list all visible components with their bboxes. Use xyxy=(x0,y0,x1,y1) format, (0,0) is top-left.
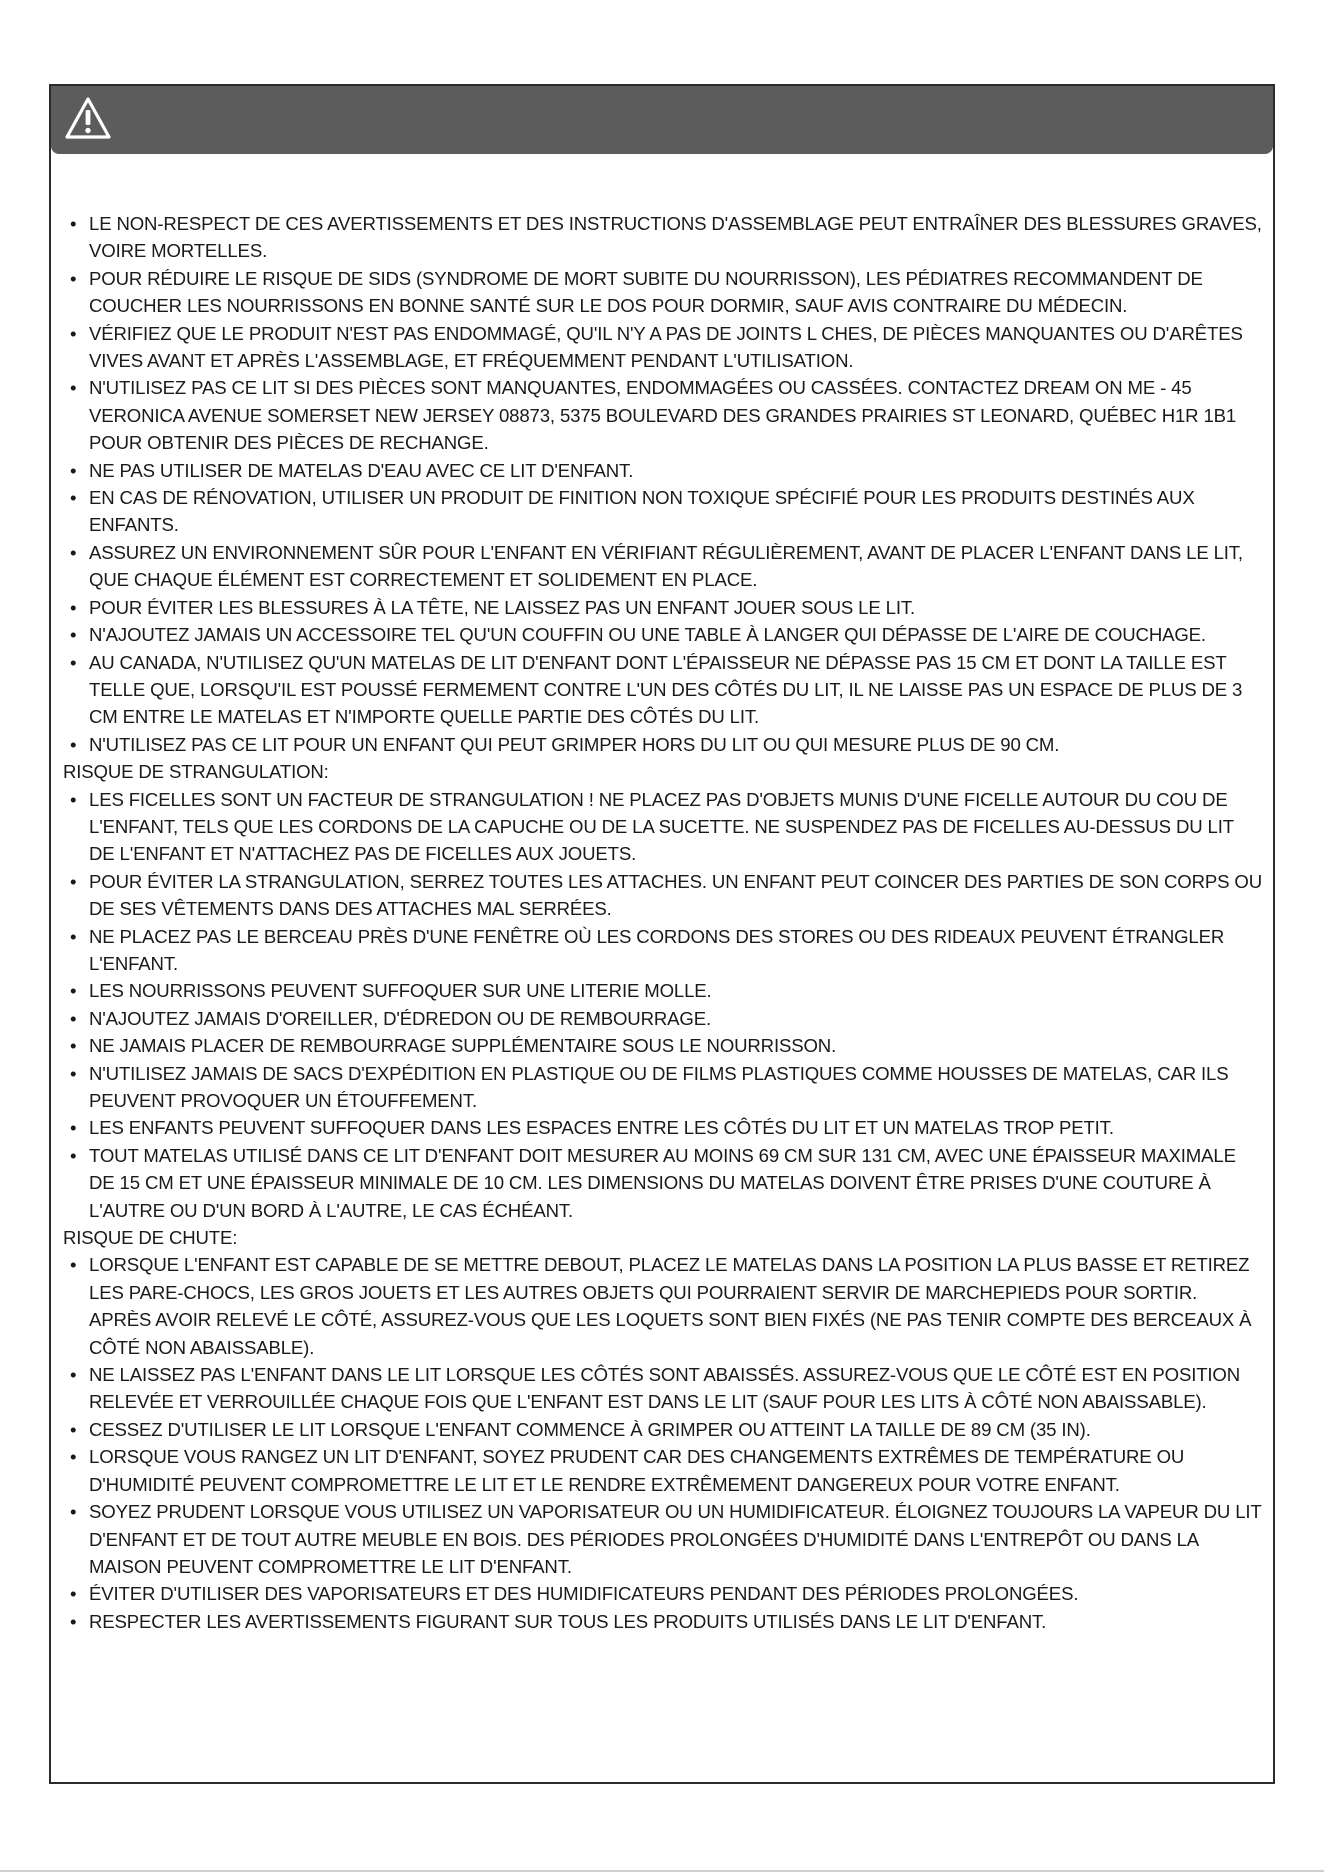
warning-item xyxy=(63,457,1263,484)
warning-item-text: EN CAS DE RÉNOVATION, UTILISER UN PRODUIT DE FINITION NON TOXIQUE SPÉCIFIÉ POUR LES PRODUITS DESTINÉS AUX ENFANTS. xyxy=(89,487,1195,536)
warning-item-text: POUR ÉVITER LES BLESSURES À LA TÊTE, NE LAISSEZ PAS UN ENFANT JOUER SOUS LE LIT. xyxy=(89,596,916,618)
bullet-icon: • xyxy=(70,1418,77,1440)
bullet-icon: • xyxy=(70,980,77,1002)
warning-item xyxy=(63,977,1263,1004)
bullet-icon: • xyxy=(70,733,77,755)
warning-item xyxy=(63,1443,1263,1498)
warning-item-text: N'AJOUTEZ JAMAIS D'OREILLER, D'ÉDREDON OU DE REMBOURRAGE. xyxy=(89,1007,711,1029)
warning-item xyxy=(63,539,1263,594)
warning-item xyxy=(63,265,1263,320)
warning-triangle-icon xyxy=(64,96,112,140)
warning-item-text: SOYEZ PRUDENT LORSQUE VOUS UTILISEZ UN VAPORISATEUR OU UN HUMIDIFICATEUR. ÉLOIGNEZ TOUJOURS LA VAPEUR DU LIT D'ENFANT ET DE TOUT AUTRE MEUBLE EN BOIS. DES PÉRIODES PROLONGÉES D'HUMIDITÉ DANS L'ENTREPÔT OU DANS LA MAISON PEUVENT COMPROMETTRE LE LIT D'ENFANT. xyxy=(89,1501,1262,1577)
section-heading: RISQUE DE CHUTE: xyxy=(63,1227,238,1249)
warning-item xyxy=(63,1005,1263,1032)
warning-item xyxy=(63,1032,1263,1059)
warning-item-text: LES NOURRISSONS PEUVENT SUFFOQUER SUR UNE LITERIE MOLLE. xyxy=(89,980,712,1002)
bullet-icon: • xyxy=(70,213,77,234)
warning-item xyxy=(63,621,1263,648)
bullet-icon: • xyxy=(70,487,77,509)
warning-item-text: ASSUREZ UN ENVIRONNEMENT SÛR POUR L'ENFANT EN VÉRIFIANT RÉGULIÈREMENT, AVANT DE PLACER L'ENFANT DANS LE LIT, QUE CHAQUE ÉLÉMENT EST CORRECTEMENT ET SOLIDEMENT EN PLACE. xyxy=(89,541,1243,591)
warning-item xyxy=(63,1580,1263,1607)
warning-item-text: POUR RÉDUIRE LE RISQUE DE SIDS (SYNDROME DE MORT SUBITE DU NOURRISSON), LES PÉDIATRES RECOMMANDENT DE COUCHER LES NOURRISSONS EN BONNE SANTÉ SUR LE DOS POUR DORMIR, SAUF AVIS CONTRAIRE DU MÉDECIN. xyxy=(89,267,1203,317)
warning-item-text: NE JAMAIS PLACER DE REMBOURRAGE SUPPLÉMENTAIRE SOUS LE NOURRISSON. xyxy=(89,1035,837,1057)
bullet-icon: • xyxy=(70,1501,77,1523)
warning-item xyxy=(63,484,1263,539)
bullet-icon: • xyxy=(70,459,77,481)
warning-item-text: N'AJOUTEZ JAMAIS UN ACCESSOIRE TEL QU'UN COUFFIN OU UNE TABLE À LANGER QUI DÉPASSE DE L'AIRE DE COUCHAGE. xyxy=(89,624,1206,646)
bullet-icon: • xyxy=(70,1035,77,1057)
warning-item xyxy=(63,868,1263,923)
bullet-icon: • xyxy=(70,1364,77,1386)
warning-item-text: N'UTILISEZ PAS CE LIT POUR UN ENFANT QUI PEUT GRIMPER HORS DU LIT OU QUI MESURE PLUS DE 90 CM. xyxy=(89,733,1060,755)
warning-item-text: N'UTILISEZ JAMAIS DE SACS D'EXPÉDITION EN PLASTIQUE OU DE FILMS PLASTIQUES COMME HOUSSES DE MATELAS, CAR ILS PEUVENT PROVOQUER UN ÉTOUFFEMENT. xyxy=(89,1062,1229,1111)
bullet-icon: • xyxy=(70,1007,77,1029)
warning-item xyxy=(63,1498,1263,1580)
warning-item xyxy=(63,923,1263,978)
bullet-icon: • xyxy=(70,1254,77,1276)
warning-item-text: NE PLACEZ PAS LE BERCEAU PRÈS D'UNE FENÊTRE OÙ LES CORDONS DES STORES OU DES RIDEAUX PEUVENT ÉTRANGLER L'ENFANT. xyxy=(89,925,1225,974)
warning-item xyxy=(63,1114,1263,1141)
warning-list xyxy=(63,210,1263,1635)
warning-item-text: NE PAS UTILISER DE MATELAS D'EAU AVEC CE LIT D'ENFANT. xyxy=(89,459,634,481)
warning-item xyxy=(63,649,1263,731)
bullet-icon: • xyxy=(70,624,77,646)
bullet-icon: • xyxy=(70,1117,77,1139)
warning-item-text: LE NON-RESPECT DE CES AVERTISSEMENTS ET DES INSTRUCTIONS D'ASSEMBLAGE PEUT ENTRAÎNER DES BLESSURES GRAVES, VOIRE MORTELLES. xyxy=(89,213,1262,262)
section-heading: RISQUE DE STRANGULATION: xyxy=(63,761,329,783)
warning-item xyxy=(63,374,1263,456)
warning-item-text: RESPECTER LES AVERTISSEMENTS FIGURANT SUR TOUS LES PRODUITS UTILISÉS DANS LE LIT D'ENFANT. xyxy=(89,1610,1047,1632)
bullet-icon: • xyxy=(70,596,77,618)
bullet-icon: • xyxy=(70,1062,77,1084)
bullet-icon: • xyxy=(70,1583,77,1605)
warning-item xyxy=(63,1060,1263,1115)
warning-item xyxy=(63,1142,1263,1224)
bullet-icon: • xyxy=(70,651,77,673)
warning-item xyxy=(63,1361,1263,1416)
warning-item-text: VÉRIFIEZ QUE LE PRODUIT N'EST PAS ENDOMMAGÉ, QU'IL N'Y A PAS DE JOINTS L CHES, DE PIÈCES MANQUANTES OU D'ARÊTES VIVES AVANT ET APRÈS L'ASSEMBLAGE, ET FRÉQUEMMENT PENDANT L'UTILISATION. xyxy=(89,322,1243,372)
bullet-icon: • xyxy=(70,377,77,399)
warning-item-text: CESSEZ D'UTILISER LE LIT LORSQUE L'ENFANT COMMENCE À GRIMPER OU ATTEINT LA TAILLE DE 89 CM (35 IN). xyxy=(89,1418,1091,1440)
warning-item-text: ÉVITER D'UTILISER DES VAPORISATEURS ET DES HUMIDIFICATEURS PENDANT DES PÉRIODES PROLONGÉES. xyxy=(89,1583,1079,1605)
warning-item-text: TOUT MATELAS UTILISÉ DANS CE LIT D'ENFANT DOIT MESURER AU MOINS 69 CM SUR 131 CM, AVEC UNE ÉPAISSEUR MAXIMALE DE 15 CM ET UNE ÉPAISSEUR MINIMALE DE 10 CM. LES DIMENSIONS DU MATELAS DOIVENT ÊTRE PRISES D'UNE COUTURE À L'AUTRE OU D'UN BORD À L'AUTRE, LE CAS ÉCHÉANT. xyxy=(89,1144,1236,1221)
bullet-icon: • xyxy=(70,541,77,563)
warning-item-text: POUR ÉVITER LA STRANGULATION, SERREZ TOUTES LES ATTACHES. UN ENFANT PEUT COINCER DES PARTIES DE SON CORPS OU DE SES VÊTEMENTS DANS DES ATTACHES MAL SERRÉES. xyxy=(89,870,1262,920)
warning-item xyxy=(63,594,1263,621)
bullet-icon: • xyxy=(70,322,77,344)
warning-item xyxy=(63,731,1263,758)
warning-item-text: NE LAISSEZ PAS L'ENFANT DANS LE LIT LORSQUE LES CÔTÉS SONT ABAISSÉS. ASSUREZ-VOUS QUE LE CÔTÉ EST EN POSITION RELEVÉE ET VERROUILLÉE CHAQUE FOIS QUE L'ENFANT EST DANS LE LIT (SAUF POUR LES LITS À CÔTÉ NON ABAISSABLE). xyxy=(89,1364,1241,1413)
warning-item-text: LORSQUE VOUS RANGEZ UN LIT D'ENFANT, SOYEZ PRUDENT CAR DES CHANGEMENTS EXTRÊMES DE TEMPÉRATURE OU D'HUMIDITÉ PEUVENT COMPROMETTRE LE LIT ET LE RENDRE EXTRÊMEMENT DANGEREUX POUR VOTRE ENFANT. xyxy=(89,1446,1185,1495)
warning-item-text: LORSQUE L'ENFANT EST CAPABLE DE SE METTRE DEBOUT, PLACEZ LE MATELAS DANS LA POSITION LA PLUS BASSE ET RETIREZ LES PARE-CHOCS, LES GROS JOUETS ET LES AUTRES OBJETS QUI POURRAIENT SERVIR DE MARCHEPIEDS POUR SORTIR. APRÈS AVOIR RELEVÉ LE CÔTÉ, ASSUREZ-VOUS QUE LES LOQUETS SONT BIEN FIXÉS (NE PAS TENIR COMPTE DES BERCEAUX À CÔTÉ NON ABAISSABLE). xyxy=(89,1254,1252,1358)
warning-item xyxy=(63,1416,1263,1443)
bullet-icon: • xyxy=(70,925,77,947)
warning-item xyxy=(63,1608,1263,1635)
warning-item xyxy=(63,1251,1263,1361)
bullet-icon: • xyxy=(70,788,77,810)
warning-item xyxy=(63,210,1263,265)
warning-header-bar xyxy=(51,86,1273,154)
warning-item-text: N'UTILISEZ PAS CE LIT SI DES PIÈCES SONT MANQUANTES, ENDOMMAGÉES OU CASSÉES. CONTACTEZ DREAM ON ME - 45 VERONICA AVENUE SOMERSET NEW JERSEY 08873, 5375 BOULEVARD DES GRANDES PRAIRIES ST LEONARD, QUÉBEC H1R 1B1 POUR OBTENIR DES PIÈCES DE RECHANGE. xyxy=(89,377,1237,454)
warning-item-text: AU CANADA, N'UTILISEZ QU'UN MATELAS DE LIT D'ENFANT DONT L'ÉPAISSEUR NE DÉPASSE PAS 15 CM ET DONT LA TAILLE EST TELLE QUE, LORSQU'IL EST POUSSÉ FERMEMENT CONTRE L'UN DES CÔTÉS DU LIT, IL NE LAISSE PAS UN ESPACE DE PLUS DE 3 CM ENTRE LE MATELAS ET N'IMPORTE QUELLE PARTIE DES CÔTÉS DU LIT. xyxy=(89,651,1243,728)
warning-item-text: LES ENFANTS PEUVENT SUFFOQUER DANS LES ESPACES ENTRE LES CÔTÉS DU LIT ET UN MATELAS TROP PETIT. xyxy=(89,1117,1114,1139)
bullet-icon: • xyxy=(70,870,77,892)
bullet-icon: • xyxy=(70,1610,77,1632)
warning-item xyxy=(63,786,1263,868)
bullet-icon: • xyxy=(70,1446,77,1468)
warning-item-text: LES FICELLES SONT UN FACTEUR DE STRANGULATION ! NE PLACEZ PAS D'OBJETS MUNIS D'UNE FICELLE AUTOUR DU COU DE L'ENFANT, TELS QUE LES CORDONS DE LA CAPUCHE OU DE LA SUCETTE. NE SUSPENDEZ PAS DE FICELLES AU-DESSUS DU LIT DE L'ENFANT ET N'ATTACHEZ PAS DE FICELLES AUX JOUETS. xyxy=(89,788,1234,865)
bullet-icon: • xyxy=(70,1144,77,1166)
bullet-icon: • xyxy=(70,267,77,289)
warning-panel xyxy=(49,84,1275,1784)
warning-item xyxy=(63,320,1263,375)
